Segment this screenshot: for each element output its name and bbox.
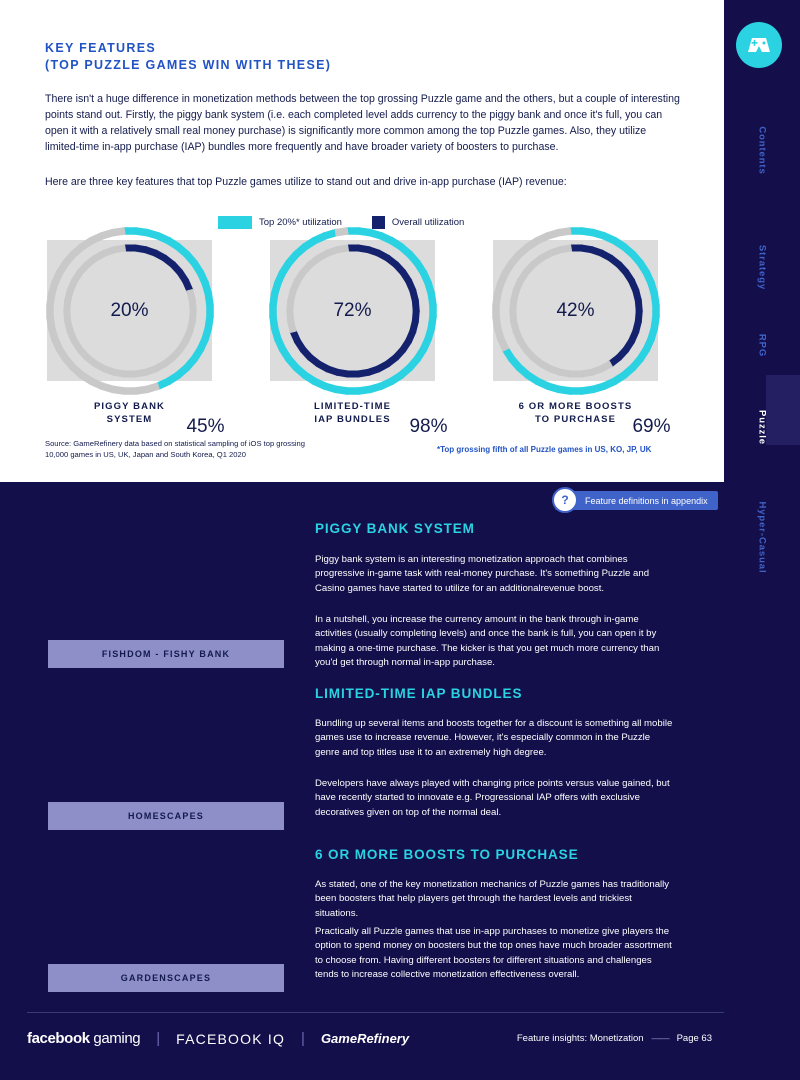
rail-item-puzzle[interactable]: Puzzle	[756, 410, 768, 445]
donut-label-line2: IAP BUNDLES	[314, 414, 391, 425]
question-mark-icon: ?	[552, 487, 578, 513]
gaming-wordmark: gaming	[89, 1030, 141, 1047]
footer-divider-2: |	[301, 1030, 305, 1047]
donut-label-line1: LIMITED-TIME	[313, 401, 392, 412]
facebook-wordmark: facebook	[27, 1030, 90, 1047]
gamerefinery-logo-icon	[736, 22, 782, 68]
section-paragraph-iap-1: Bundling up several items and boosts together for a discount is something all mobile games use to increase revenue. However, it's especially common in the Puzzle genre and top titles use it to an extremely high degree.	[315, 718, 673, 758]
page-title-line1: KEY FEATURES	[45, 41, 156, 55]
donut-inner-value: 72%	[333, 300, 372, 321]
donut-label	[270, 400, 435, 426]
donut-block-piggy-bank	[47, 240, 225, 437]
gamerefinery-wordmark: GameRefinery	[320, 1031, 410, 1046]
legend-swatch-top20	[218, 216, 252, 229]
page-title-line2: (TOP PUZZLE GAMES WIN WITH THESE)	[45, 58, 332, 72]
donut-block-iap-bundles	[270, 240, 448, 437]
donut-label-line1: 6 OR MORE BOOSTS	[518, 401, 633, 412]
section-paragraph-piggy-1: Piggy bank system is an interesting monetization approach that combines progressive in-game task with real-money purchase. It's something Puzzle and Casino games have started to utilize for an additionalrevenue boost.	[315, 554, 650, 594]
intro-paragraph-1: There isn't a huge difference in monetization methods between the top grossing Puzzle game and the others, but a couple of interesting points stand out. Firstly, the piggy bank system (i.e. each completed level adds currency to the piggy bank and once it's full, you can open it with a relatively small real money purchase) is significantly more common among the top Puzzle games. Also, they utilize limited-time in-app purchase (IAP) bundles more frequently and have broader variety of boosters to purchase.	[45, 93, 680, 153]
top-white-panel	[0, 0, 724, 482]
section-title-iap-bundles: LIMITED-TIME IAP BUNDLES	[315, 686, 523, 701]
rail-item-rpg[interactable]: RPG	[756, 333, 768, 358]
donut-label-line2: TO PURCHASE	[534, 414, 617, 425]
rail-active-tab-background	[766, 375, 800, 445]
footer-brands	[27, 1030, 409, 1047]
donut-outer-value: 69%	[632, 416, 671, 437]
rail-item-strategy[interactable]: Strategy	[756, 244, 768, 291]
game-card-gardenscapes[interactable]: GARDENSCAPES	[48, 964, 284, 992]
top-fifth-note: *Top grossing fifth of all Puzzle games in US, KO, JP, UK	[437, 445, 652, 454]
rail-item-hyper-casual[interactable]: Hyper-Casual	[756, 501, 768, 574]
donut-card	[270, 240, 448, 437]
legend-label-overall: Overall utilization	[391, 217, 465, 228]
section-title-piggy-bank: PIGGY BANK SYSTEM	[315, 521, 475, 536]
section-title-boosts: 6 OR MORE BOOSTS TO PURCHASE	[315, 847, 579, 862]
donut-inner-value: 20%	[110, 300, 149, 321]
donut-label	[493, 400, 658, 426]
donut-label-line2: SYSTEM	[106, 414, 153, 425]
donut-card	[493, 240, 671, 437]
rail-item-contents[interactable]: Contents	[756, 126, 768, 175]
appendix-note[interactable]	[555, 491, 718, 510]
facebook-iq-logo: FACEBOOK IQ	[176, 1030, 286, 1047]
intro-paragraph-2: Here are three key features that top Puzzle games utilize to stand out and drive in-app purchase (IAP) revenue:	[45, 176, 567, 188]
section-paragraph-piggy-2: In a nutshell, you increase the currency amount in the bank through in-game activities (usually completing levels) and once the bank is full, you can open it by making a one-time purchase. The kicker is that you get much more currency than you'd get through normal in-app purchase.	[315, 614, 660, 669]
footer-divider: |	[156, 1030, 161, 1047]
donut-card	[47, 240, 225, 437]
donut-outer-value: 45%	[186, 416, 225, 437]
footer-dash: ——	[651, 1033, 669, 1044]
donut-block-boosts	[493, 240, 671, 437]
legend-label-top20: Top 20%* utilization	[259, 217, 342, 228]
donut-label-line1: PIGGY BANK	[93, 401, 165, 412]
appendix-label: Feature definitions in appendix	[585, 495, 708, 506]
footer-page-info	[517, 1033, 712, 1044]
game-card-homescapes[interactable]: HOMESCAPES	[48, 802, 284, 830]
side-navigation-rail	[724, 0, 800, 1080]
section-paragraph-boosts-2: Practically all Puzzle games that use in-app purchases to monetize give players the option to spend money on boosters but the top ones have much broader assortment to choose from. Having different boosters for different situations and challenges tends to increase collective monetization effectiveness overall.	[315, 926, 672, 981]
section-paragraph-boosts-1: As stated, one of the key monetization mechanics of Puzzle games has traditionally been boosters that help players get through the hardest levels and trickiest situations.	[315, 879, 670, 919]
footer-divider-line	[27, 1012, 724, 1013]
footer-page-number: Page 63	[676, 1033, 712, 1044]
section-paragraph-iap-2: Developers have always played with changing price points versus value gained, but have recently started to innovate e.g. Progressional IAP offers with exclusive decoratives given on top of the normal deal.	[315, 778, 670, 818]
facebook-gaming-logo	[27, 1030, 140, 1047]
source-note: Source: GameRefinery data based on statistical sampling of iOS top grossing 10,000 games in US, UK, Japan and South Korea, Q1 2020	[45, 439, 306, 459]
donut-label	[47, 400, 212, 426]
footer-insights-label: Feature insights: Monetization	[516, 1033, 644, 1044]
page-title	[45, 40, 331, 74]
donut-outer-value: 98%	[409, 416, 448, 437]
controller-glyph	[746, 35, 772, 55]
game-card-fishdom[interactable]: FISHDOM - FISHY BANK	[48, 640, 284, 668]
donut-inner-value: 42%	[556, 300, 595, 321]
